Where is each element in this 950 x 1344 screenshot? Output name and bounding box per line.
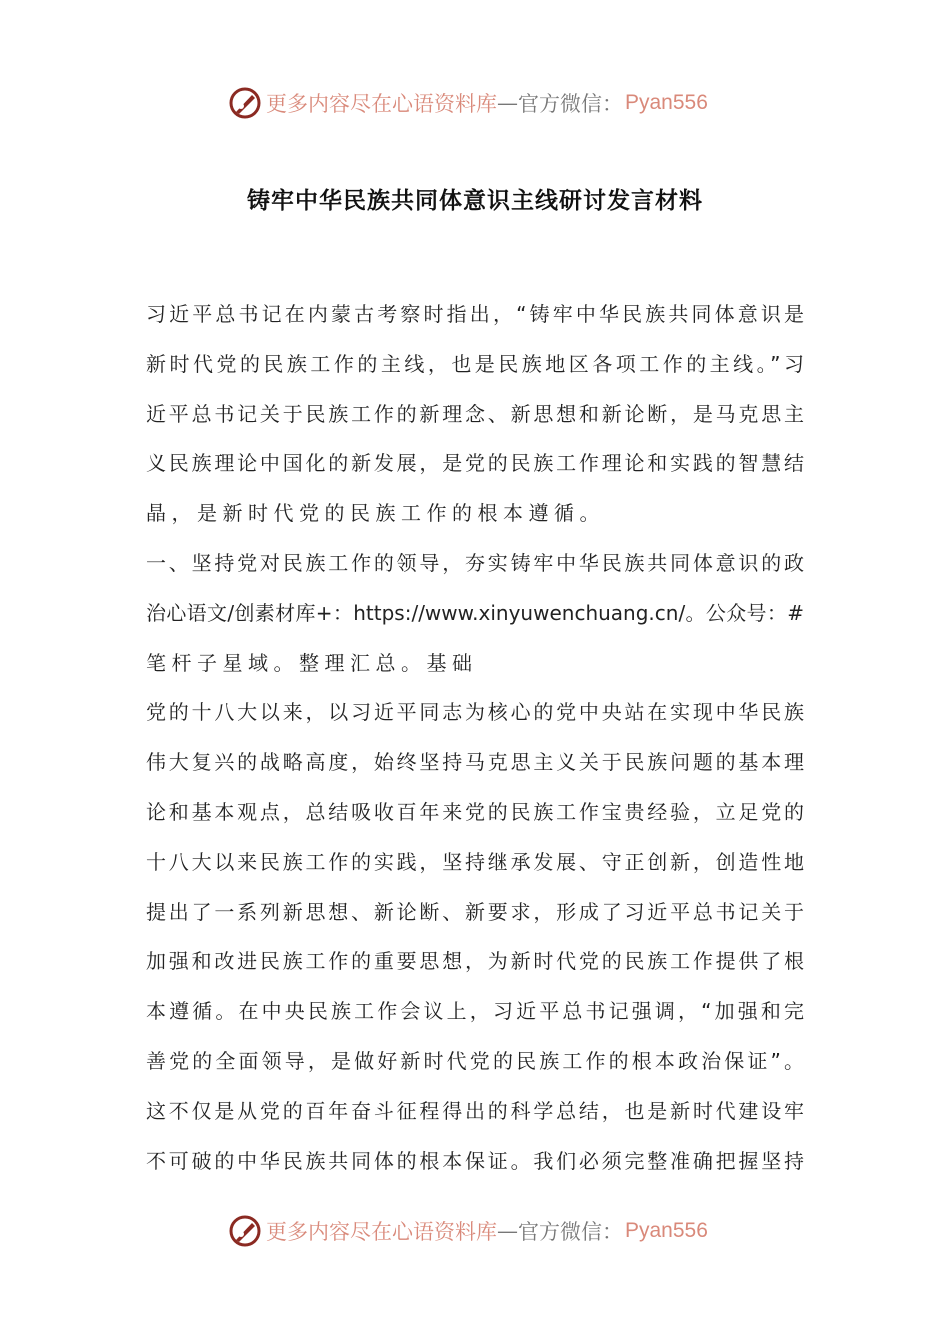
text-line: 善党的全面领导，是做好新时代党的民族工作的根本政治保证”。 <box>146 1048 804 1073</box>
text-line: 提出了一系列新思想、新论断、新要求，形成了习近平总书记关于 <box>146 899 804 924</box>
footer-watermark <box>228 1211 708 1251</box>
pen-logo-icon <box>228 86 262 120</box>
watermark-text: 更多内容尽在心语资料库 <box>266 92 497 116</box>
text-line: 不可破的中华民族共同体的根本保证。我们必须完整准确把握坚持 <box>146 1148 804 1173</box>
document-title: 铸牢中华民族共同体意识主线研讨发言材料 <box>247 188 703 214</box>
text-line: 加强和改进民族工作的重要思想，为新时代党的民族工作提供了根 <box>146 949 804 974</box>
watermark-label: 官方微信： <box>518 1220 623 1244</box>
text-line: 晶，是新时代党的民族工作的根本遵循。 <box>146 501 605 526</box>
text-line: 十八大以来民族工作的实践，坚持继承发展、守正创新，创造性地 <box>146 849 804 874</box>
text-line: 论和基本观点，总结吸收百年来党的民族工作宝贵经验，立足党的 <box>146 799 804 824</box>
document-body <box>146 296 804 1192</box>
text-line: 笔杆子星域。整理汇总。基础 <box>146 650 478 675</box>
text-line: 治心语文/创素材库+：https://www.xinyuwenchuang.cn/。公众号：# <box>146 600 804 625</box>
watermark-text: 更多内容尽在心语资料库 <box>266 1220 497 1244</box>
text-line: 习近平总书记在内蒙古考察时指出，“铸牢中华民族共同体意识是 <box>146 302 804 326</box>
watermark-account: Pyan556 <box>625 91 708 114</box>
text-line: 这不仅是从党的百年奋斗征程得出的科学总结，也是新时代建设牢 <box>146 1098 804 1123</box>
pen-logo-icon <box>228 1214 262 1248</box>
text-line: 党的十八大以来，以习近平同志为核心的党中央站在实现中华民族 <box>146 700 804 725</box>
text-line: 本遵循。在中央民族工作会议上，习近平总书记强调，“加强和完 <box>146 999 804 1024</box>
text-line: 一、坚持党对民族工作的领导，夯实铸牢中华民族共同体意识的政 <box>146 550 804 575</box>
text-line: 新时代党的民族工作的主线，也是民族地区各项工作的主线。”习 <box>146 351 804 376</box>
text-line: 伟大复兴的战略高度，始终坚持马克思主义关于民族问题的基本理 <box>146 750 804 775</box>
header-watermark <box>228 83 708 123</box>
watermark-label: 官方微信： <box>518 92 623 116</box>
watermark-dash: — <box>497 1219 518 1243</box>
text-line: 义民族理论中国化的新发展，是党的民族工作理论和实践的智慧结 <box>146 451 804 476</box>
watermark-account: Pyan556 <box>625 1219 708 1242</box>
watermark-dash: — <box>497 91 518 115</box>
text-line: 近平总书记关于民族工作的新理念、新思想和新论断，是马克思主 <box>146 401 804 426</box>
